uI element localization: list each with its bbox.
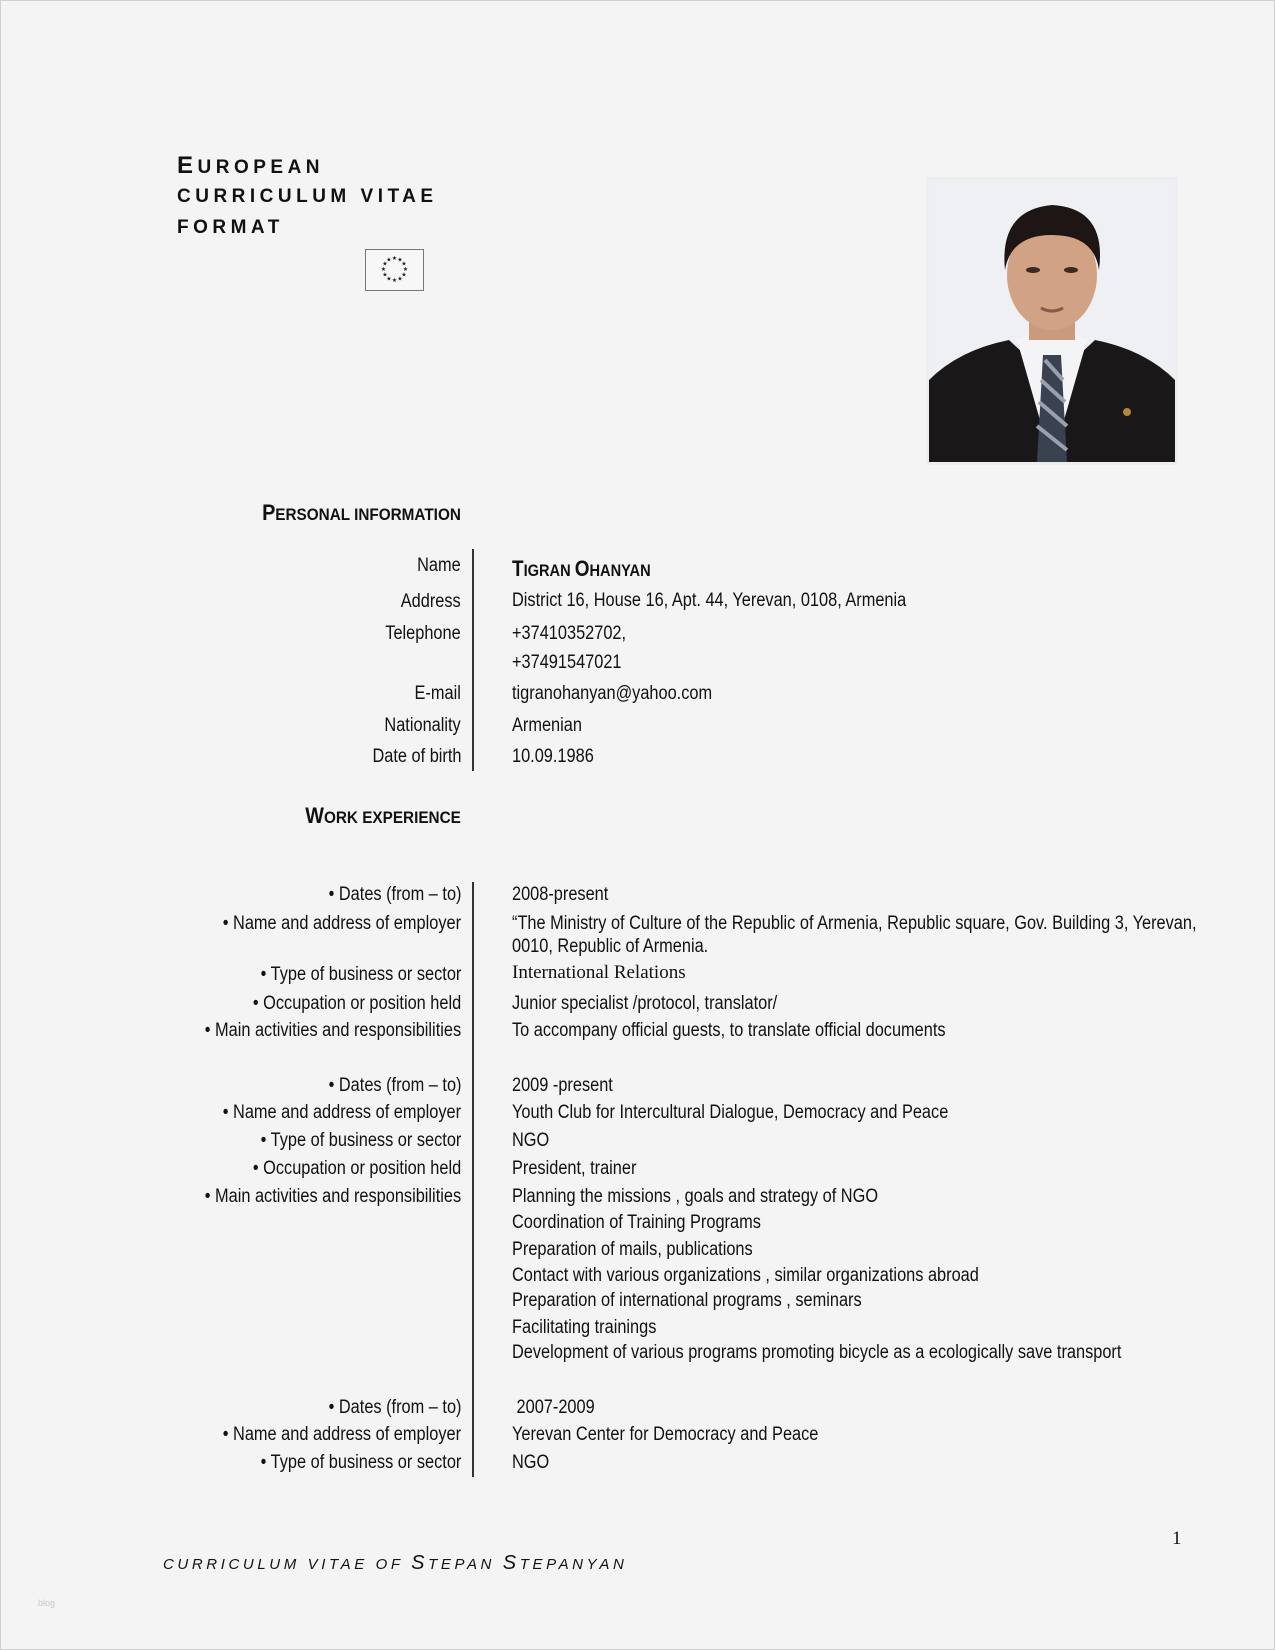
job2-activity: Contact with various organizations , similar organizations abroad xyxy=(512,1265,979,1286)
job3-dates-label: • Dates (from – to) xyxy=(328,1397,461,1418)
job3-employer: Yerevan Center for Democracy and Peace xyxy=(512,1424,819,1445)
job1-position-label: • Occupation or position held xyxy=(252,993,461,1014)
svg-text:★: ★ xyxy=(402,266,409,273)
svg-text:★: ★ xyxy=(401,260,407,268)
svg-text:★: ★ xyxy=(382,260,388,268)
job2-sector-label: • Type of business or sector xyxy=(260,1130,461,1151)
title-line-2: CURRICULUM VITAE xyxy=(177,186,438,207)
dob-label: Date of birth xyxy=(371,746,461,767)
svg-text:★: ★ xyxy=(380,266,387,273)
title-line-1: EUROPEAN xyxy=(177,152,325,179)
job2-employer-label: • Name and address of employer xyxy=(222,1102,461,1123)
job1-sector: International Relations xyxy=(512,962,686,983)
job2-activity: Planning the missions , goals and strategy of NGO xyxy=(512,1186,879,1207)
job1-employer-line1: “The Ministry of Culture of the Republic of Armenia, Republic square, Gov. Building 3, Yerevan, xyxy=(512,913,1197,934)
job2-activities-label: • Main activities and responsibilities xyxy=(204,1186,461,1207)
job2-sector: NGO xyxy=(512,1130,550,1151)
telephone-value-2: +37491547021 xyxy=(512,652,622,673)
job2-activity: Development of various programs promoting bicycle as a ecologically save transport xyxy=(512,1342,1122,1363)
profile-photo xyxy=(926,177,1178,465)
section-heading-work-experience: WORK EXPERIENCE xyxy=(305,803,461,828)
job2-dates-label: • Dates (from – to) xyxy=(328,1075,461,1096)
job3-employer-label: • Name and address of employer xyxy=(222,1424,461,1445)
telephone-value-1: +37410352702, xyxy=(512,623,627,644)
svg-text:★: ★ xyxy=(386,275,392,283)
eu-flag-logo xyxy=(365,249,424,291)
job2-position: President, trainer xyxy=(512,1158,637,1179)
job1-dates: 2008-present xyxy=(512,884,609,905)
job2-position-label: • Occupation or position held xyxy=(252,1158,461,1179)
svg-text:★: ★ xyxy=(397,275,403,283)
job2-activity: Coordination of Training Programs xyxy=(512,1212,761,1233)
address-value: District 16, House 16, Apt. 44, Yerevan, 0108, Armenia xyxy=(512,590,907,611)
dob-value: 10.09.1986 xyxy=(512,746,594,767)
name-label: Name xyxy=(417,555,461,576)
work-divider xyxy=(472,882,474,1477)
job2-employer: Youth Club for Intercultural Dialogue, Democracy and Peace xyxy=(512,1102,949,1123)
section-heading-personal-information: PERSONAL INFORMATION xyxy=(262,500,461,525)
name-value: TIGRAN OHANYAN xyxy=(512,556,651,581)
job3-sector: NGO xyxy=(512,1452,550,1473)
svg-text:★: ★ xyxy=(386,256,392,264)
nationality-label: Nationality xyxy=(384,715,461,736)
title-line-3: FORMAT xyxy=(177,217,284,238)
svg-text:★: ★ xyxy=(397,256,403,264)
job1-dates-label: • Dates (from – to) xyxy=(328,884,461,905)
address-label: Address xyxy=(401,591,461,612)
page-number: 1 xyxy=(1172,1528,1182,1549)
job2-dates: 2009 -present xyxy=(512,1075,613,1096)
job2-activity: Facilitating trainings xyxy=(512,1317,657,1338)
email-label: E-mail xyxy=(414,683,461,704)
svg-text:★: ★ xyxy=(382,271,388,279)
job1-employer-line2: 0010, Republic of Armenia. xyxy=(512,936,709,957)
job3-dates: 2007-2009 xyxy=(512,1397,595,1418)
svg-text:★: ★ xyxy=(391,277,398,284)
job1-activity: To accompany official guests, to translate official documents xyxy=(512,1020,946,1041)
job2-activity: Preparation of international programs , seminars xyxy=(512,1290,862,1311)
job1-activities-label: • Main activities and responsibilities xyxy=(204,1020,461,1041)
svg-text:★: ★ xyxy=(391,255,398,262)
email-value[interactable]: tigranohanyan@yahoo.com xyxy=(512,683,713,704)
personal-divider xyxy=(472,549,474,771)
job1-sector-label: • Type of business or sector xyxy=(260,964,461,985)
watermark: blog xyxy=(38,1598,56,1608)
telephone-label: Telephone xyxy=(385,623,461,644)
job1-employer-label: • Name and address of employer xyxy=(222,913,461,934)
job3-sector-label: • Type of business or sector xyxy=(260,1452,461,1473)
footer-text: CURRICULUM VITAE OF STEPAN STEPANYAN xyxy=(163,1552,628,1574)
nationality-value: Armenian xyxy=(512,715,582,736)
svg-text:★: ★ xyxy=(401,271,407,279)
job1-position: Junior specialist /protocol, translator/ xyxy=(512,993,778,1014)
job2-activity: Preparation of mails, publications xyxy=(512,1239,753,1260)
